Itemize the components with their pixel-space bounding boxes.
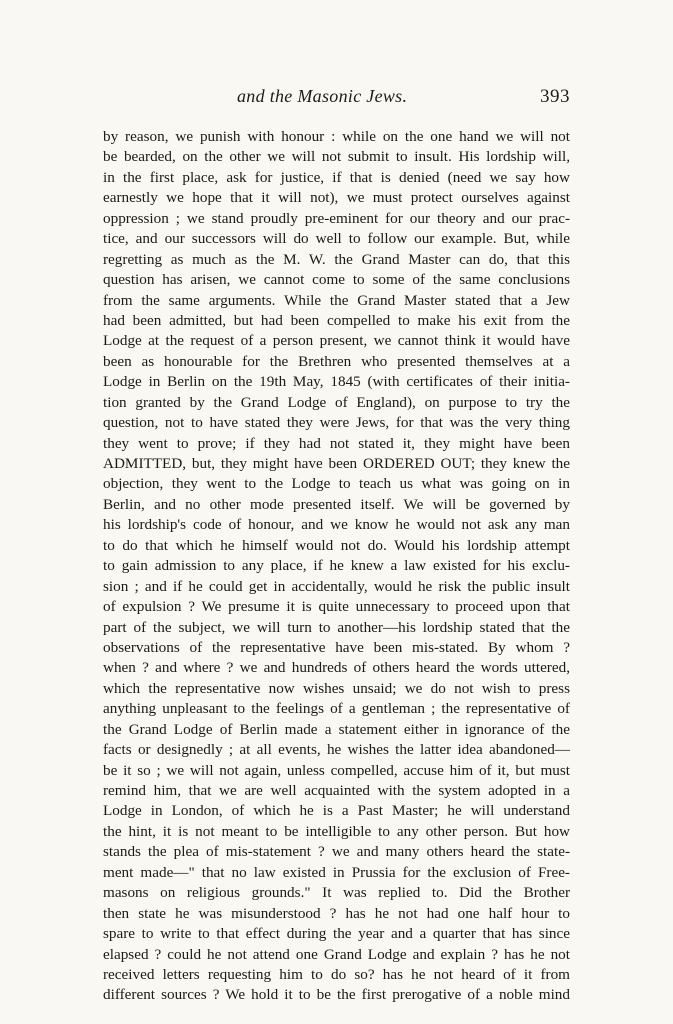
text-line: observations of the representative have been mis-stated. By whom ?: [103, 638, 570, 656]
text-line: in the first place, ask for justice, if that is denied (need we say how: [103, 168, 570, 186]
text-line: tice, and our successors will do well to follow our example. But, while: [103, 230, 570, 248]
text-line: question, not to have stated they were Jews, for that was the very thing: [103, 414, 570, 432]
text-line: the hint, it is not meant to be intelligible to any other person. But how: [103, 822, 570, 840]
text-line: ment made—" that no law existed in Prussia for the exclusion of Free-: [103, 863, 570, 881]
running-head: and the Masonic Jews.: [237, 86, 408, 106]
text-line: been as honourable for the Brethren who presented themselves at a: [103, 352, 570, 370]
text-line: earnestly we hope that it will not), we must protect ourselves against: [103, 189, 570, 207]
text-line: stands the plea of mis-statement ? we and many others heard the state-: [103, 843, 570, 861]
text-line: then state he was misunderstood ? has he not had one half hour to: [103, 904, 570, 922]
text-line: be it so ; we will not again, unless compelled, accuse him of it, but must: [103, 761, 570, 779]
text-line: Lodge at the request of a person present, we cannot think it would have: [103, 332, 570, 350]
text-line: oppression ; we stand proudly pre-eminent for our theory and our prac-: [103, 209, 570, 227]
text-line: spare to write to that effect during the year and a quarter that has since: [103, 925, 570, 943]
text-line: tion granted by the Grand Lodge of England), on purpose to try the: [103, 393, 570, 411]
text-line: of expulsion ? We presume it is quite unnecessary to proceed upon that: [103, 598, 570, 616]
text-line: masons on religious grounds." It was replied to. Did the Brother: [103, 884, 570, 902]
text-line: be bearded, on the other we will not submit to insult. His lordship will,: [103, 148, 570, 166]
text-line: ADMITTED, but, they might have been ORDERED OUT; they knew the: [103, 455, 570, 472]
text-line: Lodge in London, of which he is a Past Master; he will understand: [103, 802, 570, 820]
text-line: received letters requesting him to do so? has he not heard of it from: [103, 965, 570, 983]
text-line: facts or designedly ; at all events, he wishes the latter idea abandoned—: [103, 741, 570, 759]
body-paragraph: [103, 127, 570, 1006]
text-line: from the same arguments. While the Grand Master stated that a Jew: [103, 291, 570, 309]
text-line: his lordship's code of honour, and we know he would not ask any man: [103, 516, 570, 534]
text-line: different sources ? We hold it to be the first prerogative of a noble mind: [103, 986, 570, 1004]
text-line: Lodge in Berlin on the 19th May, 1845 (with certificates of their initia-: [103, 373, 570, 391]
text-line: remind him, that we are well acquainted with the system adopted in a: [103, 782, 570, 799]
text-line: when ? and where ? we and hundreds of others heard the words uttered,: [103, 659, 570, 677]
page-header: [103, 86, 570, 112]
text-line: part of the subject, we will turn to another—his lordship stated that the: [103, 618, 570, 636]
text-line: question has arisen, we cannot come to some of the same conclusions: [103, 271, 570, 289]
text-line: the Grand Lodge of Berlin made a statement either in ignorance of the: [103, 720, 570, 738]
text-line: by reason, we punish with honour : while on the one hand we will not: [103, 128, 570, 145]
text-line: they went to prove; if they had not stated it, they might have been: [103, 434, 570, 452]
text-line: sion ; and if he could get in accidentally, would he risk the public insult: [103, 577, 570, 595]
text-line: had been admitted, but had been compelled to make his exit from the: [103, 311, 570, 329]
text-line: which the representative now wishes unsaid; we do not wish to press: [103, 679, 570, 697]
text-line: to do that which he himself would not do. Would his lordship attempt: [103, 536, 570, 554]
text-line: anything unpleasant to the feelings of a gentleman ; the representative of: [103, 700, 570, 718]
text-line: objection, they went to the Lodge to teach us what was going on in: [103, 475, 570, 493]
text-line: to gain admission to any place, if he knew a law existed for his exclu-: [103, 557, 570, 575]
text-line: regretting as much as the M. W. the Grand Master can do, that this: [103, 250, 570, 268]
text-line: Berlin, and no other mode presented itself. We will be governed by: [103, 495, 570, 513]
page-number: 393: [540, 86, 570, 107]
text-line: elapsed ? could he not attend one Grand Lodge and explain ? has he not: [103, 945, 570, 963]
